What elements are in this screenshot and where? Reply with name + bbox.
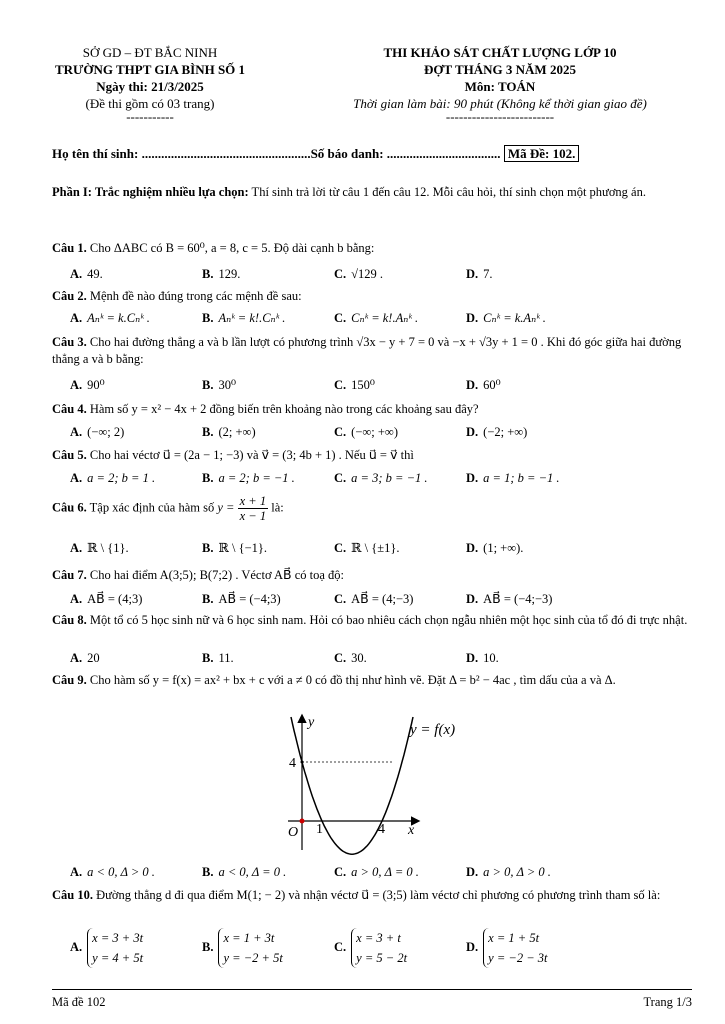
footer-page-number: Trang 1/3 xyxy=(643,995,692,1009)
question-label: Câu 7. xyxy=(52,568,87,582)
question-label: Câu 10. xyxy=(52,888,93,902)
question-1 xyxy=(52,240,692,257)
parabola-curve xyxy=(291,717,413,854)
question-text-end: là: xyxy=(268,500,284,515)
option-c[interactable]: C. x = 3 + t y = 5 − 2t xyxy=(334,928,407,968)
question-text: Cho ΔABC có B = 60⁰, a = 8, c = 5. Độ dài cạnh b bằng: xyxy=(86,241,375,255)
option-b[interactable]: B. ℝ \ {−1}. xyxy=(202,541,268,555)
x-axis-label: x xyxy=(408,823,415,838)
option-d[interactable]: D. 10. xyxy=(466,651,499,665)
school-name: TRƯỜNG THPT GIA BÌNH SỐ 1 xyxy=(54,62,246,77)
option-c[interactable]: C. a > 0, Δ = 0 . xyxy=(334,865,419,879)
option-a[interactable]: A. ℝ \ {1}. xyxy=(70,541,129,555)
option-d[interactable]: D. Cₙᵏ = k.Aₙᵏ . xyxy=(466,311,546,325)
tick-x-4: 4 xyxy=(378,822,385,837)
option-b[interactable]: B. 30⁰ xyxy=(202,378,236,392)
option-c[interactable]: C. Cₙᵏ = k!.Aₙᵏ . xyxy=(334,311,419,325)
exam-title: THI KHẢO SÁT CHẤT LƯỢNG LỚP 10 xyxy=(383,45,617,60)
y-intercept-point xyxy=(301,761,304,764)
question-label: Câu 5. xyxy=(52,448,87,462)
option-d[interactable]: D. (1; +∞). xyxy=(466,541,524,555)
question-label: Câu 3. xyxy=(52,335,87,349)
option-c[interactable]: C. √129 . xyxy=(334,267,384,281)
option-d[interactable]: D. (−2; +∞) xyxy=(466,425,528,439)
header-left xyxy=(40,44,260,122)
option-a[interactable]: A. (−∞; 2) xyxy=(70,425,125,439)
header-right-rule: ------------------------- xyxy=(445,109,555,124)
option-d[interactable]: D. x = 1 + 5t y = −2 − 3t xyxy=(466,928,547,968)
candidate-name-field[interactable]: Họ tên thí sinh: .................................................... xyxy=(52,146,311,161)
option-b[interactable]: B. x = 1 + 3t y = −2 + 5t xyxy=(202,928,283,968)
option-d[interactable]: D. AB⃗ = (−4;−3) xyxy=(466,592,553,606)
footer-exam-code: Mã đề 102 xyxy=(52,995,106,1009)
function-label: y = f(x) xyxy=(410,722,456,738)
fraction: $\frac{x + 1}{x - 1}$ xyxy=(239,494,267,523)
option-c[interactable]: C. 150⁰ xyxy=(334,378,375,392)
exam-code-box: Mã Đề: 102. xyxy=(504,145,580,162)
option-b[interactable]: B. Aₙᵏ = k!.Cₙᵏ . xyxy=(202,311,286,325)
option-c[interactable]: C. a = 3; b = −1 . xyxy=(334,471,428,485)
question-label: Câu 1. xyxy=(52,241,87,255)
question-8 xyxy=(52,612,692,629)
part1-title: Phần I: Trắc nghiệm nhiều lựa chọn: xyxy=(52,185,249,199)
option-a[interactable]: A. 20 xyxy=(70,651,100,665)
question-label: Câu 6. xyxy=(52,500,87,515)
question-2 xyxy=(52,288,692,305)
origin-label: O xyxy=(288,825,299,840)
question-text: Cho hai véctơ u⃗ = (2a − 1; −3) và v⃗ = (3; 4b + 1) . Nếu u⃗ = v⃗ thì xyxy=(86,448,414,462)
option-b[interactable]: B. AB⃗ = (−4;3) xyxy=(202,592,281,606)
question-6: Câu 6. Tập xác định của hàm số y = $\frac{x + 1}{x - 1}$ là: xyxy=(52,494,284,523)
dept-name: SỞ GD – ĐT BẮC NINH xyxy=(82,45,218,60)
option-a[interactable]: A. AB⃗ = (4;3) xyxy=(70,592,143,606)
option-d[interactable]: D. 60⁰ xyxy=(466,378,501,392)
option-b[interactable]: B. a = 2; b = −1 . xyxy=(202,471,295,485)
origin-point xyxy=(300,819,305,824)
candidate-line xyxy=(52,146,579,162)
question-label: Câu 4. xyxy=(52,402,87,416)
option-b[interactable]: B. a < 0, Δ = 0 . xyxy=(202,865,287,879)
option-d[interactable]: D. a = 1; b = −1 . xyxy=(466,471,560,485)
tick-x-1: 1 xyxy=(316,822,323,837)
page-count-note: (Đề thi gồm có 03 trang) xyxy=(85,96,215,111)
question-text: Mệnh đề nào đúng trong các mệnh đề sau: xyxy=(86,289,302,303)
question-5 xyxy=(52,447,692,464)
question-text: Một tổ có 5 học sinh nữ và 6 học sinh nam. Hỏi có bao nhiêu cách chọn ngẫu nhiên một học sinh của tổ đó đi trực nhật. xyxy=(86,613,688,627)
part1-intro xyxy=(52,184,692,201)
footer-rule xyxy=(52,989,692,990)
header-right xyxy=(310,44,690,122)
y-axis-label: y xyxy=(308,715,315,730)
option-b[interactable]: B. (2; +∞) xyxy=(202,425,256,439)
subject: Môn: TOÁN xyxy=(464,79,536,94)
option-c[interactable]: C. (−∞; +∞) xyxy=(334,425,399,439)
question-9 xyxy=(52,672,692,689)
exam-date: Ngày thi: 21/3/2025 xyxy=(96,79,204,94)
option-a[interactable]: A. a < 0, Δ > 0 . xyxy=(70,865,155,879)
option-d[interactable]: D. a > 0, Δ > 0 . xyxy=(466,865,551,879)
duration: Thời gian làm bài: 90 phút (Không kể thời gian giao đề) xyxy=(353,96,647,111)
candidate-sbd-field[interactable]: Số báo danh: ................................... xyxy=(310,146,501,161)
question-7 xyxy=(52,567,692,584)
option-a[interactable]: A. 49. xyxy=(70,267,103,281)
question-4 xyxy=(52,401,692,418)
parabola-graph xyxy=(270,710,470,860)
question-text: Hàm số y = x² − 4x + 2 đồng biến trên khoảng nào trong các khoảng sau đây? xyxy=(86,402,479,416)
option-c[interactable]: C. AB⃗ = (4;−3) xyxy=(334,592,414,606)
question-text: Tập xác định của hàm số xyxy=(86,500,218,515)
question-text: Đường thẳng d đi qua điểm M(1; − 2) và nhận véctơ u⃗ = (3;5) làm véctơ chỉ phương có phương trình tham số là: xyxy=(92,888,661,902)
option-a[interactable]: A. Aₙᵏ = k.Cₙᵏ . xyxy=(70,311,150,325)
question-label: Câu 8. xyxy=(52,613,87,627)
question-label: Câu 2. xyxy=(52,289,87,303)
question-text: Cho hai điểm A(3;5); B(7;2) . Véctơ AB⃗ có toạ độ: xyxy=(86,568,345,582)
question-text: Cho hàm số y = f(x) = ax² + bx + c với a ≠ 0 có đồ thị như hình vẽ. Đặt Δ = b² − 4ac , tìm dấu của a và Δ. xyxy=(86,673,616,687)
part1-desc: Thí sinh trả lời từ câu 1 đến câu 12. Mỗi câu hỏi, thí sinh chọn một phương án. xyxy=(248,185,646,199)
question-10 xyxy=(52,887,692,904)
question-label: Câu 9. xyxy=(52,673,87,687)
header-left-rule: ----------- xyxy=(126,109,174,124)
option-b[interactable]: B. 11. xyxy=(202,651,234,665)
tick-y-4: 4 xyxy=(289,756,296,771)
option-c[interactable]: C. 30. xyxy=(334,651,367,665)
option-a[interactable]: A. a = 2; b = 1 . xyxy=(70,471,156,485)
question-text: Cho hai đường thẳng a và b lần lượt có phương trình √3x − y + 7 = 0 và −x + √3y + 1 = 0 . Khi đó góc giữa hai đường thẳng a và b bằng: xyxy=(52,335,682,366)
option-d[interactable]: D. 7. xyxy=(466,267,493,281)
option-c[interactable]: C. ℝ \ {±1}. xyxy=(334,541,400,555)
exam-round: ĐỢT THÁNG 3 NĂM 2025 xyxy=(424,62,576,77)
question-3 xyxy=(52,334,692,368)
option-a[interactable]: A. x = 3 + 3t y = 4 + 5t xyxy=(70,928,143,968)
option-a[interactable]: A. 90⁰ xyxy=(70,378,105,392)
option-b[interactable]: B. 129. xyxy=(202,267,241,281)
